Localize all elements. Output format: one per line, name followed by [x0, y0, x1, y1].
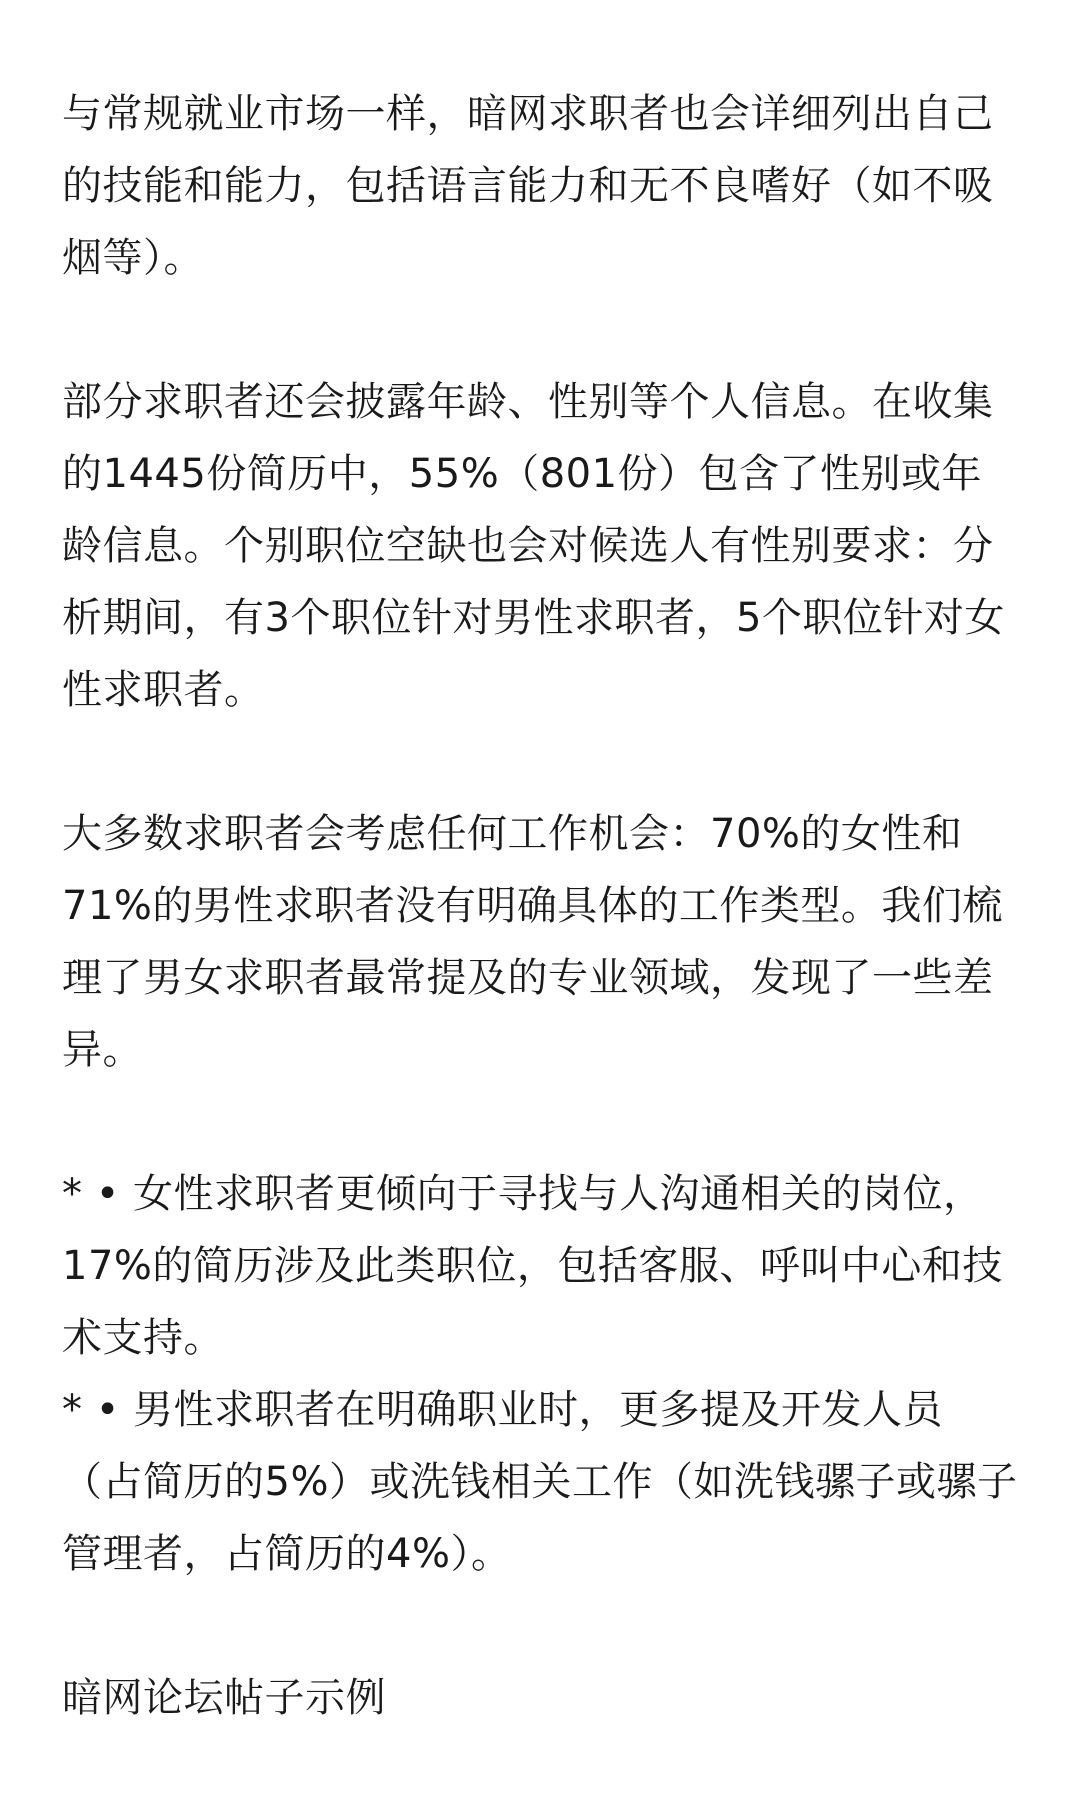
figure-caption: 暗网论坛帖子示例	[62, 1675, 386, 1721]
paragraph-job-types: 大多数求职者会考虑任何工作机会：70%的女性和71%的男性求职者没有明确具体的工作类型。我们梳理了男女求职者最常提及的专业领域，发现了一些差异。	[62, 811, 1003, 1073]
paragraph-personal-info: 部分求职者还会披露年龄、性别等个人信息。在收集的1445份简历中，55%（801份）包含了性别或年龄信息。个别职位空缺也会对候选人有性别要求：分析期间，有3个职位针对男性求职者，5个职位针对女性求职者。	[62, 379, 1005, 713]
bullet-list	[62, 1158, 1022, 1590]
article-body	[62, 78, 1022, 1734]
bullet-male-seekers: * • 男性求职者在明确职业时，更多提及开发人员（占简历的5%）或洗钱相关工作（如洗钱骡子或骡子管理者，占简历的4%）。	[62, 1387, 1018, 1577]
paragraph-skills: 与常规就业市场一样，暗网求职者也会详细列出自己的技能和能力，包括语言能力和无不良嗜好（如不吸烟等）。	[62, 91, 994, 281]
bullet-female-seekers: * • 女性求职者更倾向于寻找与人沟通相关的岗位，17%的简历涉及此类职位，包括客服、呼叫中心和技术支持。	[62, 1171, 1003, 1361]
